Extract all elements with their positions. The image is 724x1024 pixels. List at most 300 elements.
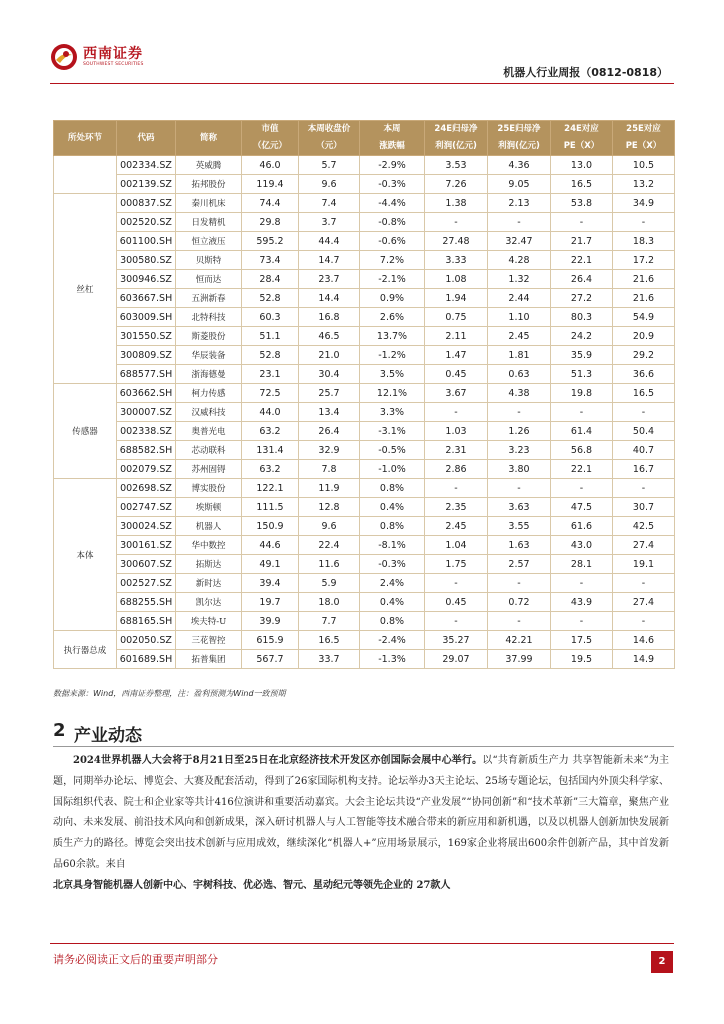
value-cell: 29.8 — [242, 213, 299, 232]
table-row — [54, 194, 675, 213]
value-cell: 30.4 — [299, 365, 360, 384]
table-row — [54, 612, 675, 631]
value-cell: - — [613, 213, 675, 232]
value-cell: 30.7 — [613, 498, 675, 517]
value-cell: 19.5 — [551, 650, 613, 669]
code-cell: 002520.SZ — [117, 213, 176, 232]
column-header-line: 涨跌幅 — [379, 141, 405, 151]
value-cell: 28.4 — [242, 270, 299, 289]
column-header-line: 利润(亿元) — [498, 141, 540, 151]
column-header — [176, 121, 242, 156]
value-cell: - — [551, 213, 613, 232]
value-cell: 74.4 — [242, 194, 299, 213]
value-cell: 27.4 — [613, 593, 675, 612]
column-header-line: 利润(亿元) — [435, 141, 477, 151]
code-cell: 002139.SZ — [117, 175, 176, 194]
value-cell: 43.9 — [551, 593, 613, 612]
table-row — [54, 422, 675, 441]
value-cell: 12.1% — [360, 384, 425, 403]
value-cell: - — [425, 213, 488, 232]
value-cell: 16.8 — [299, 308, 360, 327]
name-cell: 三花智控 — [176, 631, 242, 650]
code-cell: 300809.SZ — [117, 346, 176, 365]
name-cell: 斯菱股份 — [176, 327, 242, 346]
value-cell: 3.80 — [488, 460, 551, 479]
value-cell: -2.1% — [360, 270, 425, 289]
value-cell: -0.3% — [360, 555, 425, 574]
value-cell: 35.9 — [551, 346, 613, 365]
table-row — [54, 574, 675, 593]
code-cell: 002527.SZ — [117, 574, 176, 593]
value-cell: 11.9 — [299, 479, 360, 498]
value-cell: 14.9 — [613, 650, 675, 669]
value-cell: 61.6 — [551, 517, 613, 536]
value-cell: 27.4 — [613, 536, 675, 555]
column-header-line: 简称 — [199, 132, 217, 143]
name-cell: 浙海德曼 — [176, 365, 242, 384]
table-row — [54, 251, 675, 270]
value-cell: -4.4% — [360, 194, 425, 213]
value-cell: - — [551, 574, 613, 593]
value-cell: - — [488, 479, 551, 498]
brand-name-en: SOUTHWEST SECURITIES — [83, 62, 144, 67]
brand-name-cn: 西南证券 — [83, 46, 143, 62]
code-cell: 301550.SZ — [117, 327, 176, 346]
name-cell: 华辰装备 — [176, 346, 242, 365]
value-cell: -0.3% — [360, 175, 425, 194]
footer-divider — [50, 943, 674, 944]
page-number: 2 — [651, 951, 673, 973]
value-cell: 22.1 — [551, 460, 613, 479]
value-cell: 44.6 — [242, 536, 299, 555]
value-cell: 3.7 — [299, 213, 360, 232]
name-cell: 埃斯顿 — [176, 498, 242, 517]
table-row — [54, 308, 675, 327]
value-cell: 122.1 — [242, 479, 299, 498]
value-cell: 72.5 — [242, 384, 299, 403]
value-cell: 46.5 — [299, 327, 360, 346]
value-cell: 12.8 — [299, 498, 360, 517]
value-cell: - — [425, 612, 488, 631]
table-row — [54, 384, 675, 403]
name-cell: 北特科技 — [176, 308, 242, 327]
value-cell: 4.28 — [488, 251, 551, 270]
value-cell: 13.4 — [299, 403, 360, 422]
code-cell: 603662.SH — [117, 384, 176, 403]
value-cell: 22.4 — [299, 536, 360, 555]
brand-mark-icon — [50, 43, 78, 71]
table-header-row — [54, 121, 675, 156]
value-cell: 615.9 — [242, 631, 299, 650]
name-cell: 机器人 — [176, 517, 242, 536]
value-cell: 23.7 — [299, 270, 360, 289]
value-cell: 21.7 — [551, 232, 613, 251]
value-cell: 7.26 — [425, 175, 488, 194]
code-cell: 300580.SZ — [117, 251, 176, 270]
value-cell: 56.8 — [551, 441, 613, 460]
value-cell: 40.7 — [613, 441, 675, 460]
value-cell: 13.0 — [551, 156, 613, 175]
name-cell: 汉威科技 — [176, 403, 242, 422]
column-header-line: （元） — [316, 141, 342, 151]
name-cell: 柯力传感 — [176, 384, 242, 403]
name-cell: 拓邦股份 — [176, 175, 242, 194]
name-cell: 英威腾 — [176, 156, 242, 175]
column-header — [117, 121, 176, 156]
code-cell: 000837.SZ — [117, 194, 176, 213]
name-cell: 凯尔达 — [176, 593, 242, 612]
value-cell: 52.8 — [242, 346, 299, 365]
name-cell: 华中数控 — [176, 536, 242, 555]
column-header — [551, 121, 613, 156]
value-cell: 7.7 — [299, 612, 360, 631]
code-cell: 002698.SZ — [117, 479, 176, 498]
code-cell: 002747.SZ — [117, 498, 176, 517]
table-row — [54, 289, 675, 308]
value-cell: 1.04 — [425, 536, 488, 555]
value-cell: 49.1 — [242, 555, 299, 574]
value-cell: -1.3% — [360, 650, 425, 669]
value-cell: 1.94 — [425, 289, 488, 308]
value-cell: 7.2% — [360, 251, 425, 270]
value-cell: 11.6 — [299, 555, 360, 574]
source-note: 数据来源：Wind，西南证券整理，注：盈利预测为Wind一致预期 — [53, 689, 286, 698]
value-cell: 24.2 — [551, 327, 613, 346]
value-cell: 63.2 — [242, 460, 299, 479]
column-header — [613, 121, 675, 156]
value-cell: 3.55 — [488, 517, 551, 536]
section-number: 2 — [53, 720, 66, 741]
value-cell: -1.0% — [360, 460, 425, 479]
value-cell: 42.21 — [488, 631, 551, 650]
value-cell: 5.9 — [299, 574, 360, 593]
code-cell: 688165.SH — [117, 612, 176, 631]
header-divider — [50, 83, 674, 84]
value-cell: 27.2 — [551, 289, 613, 308]
value-cell: - — [551, 612, 613, 631]
value-cell: -3.1% — [360, 422, 425, 441]
code-cell: 300007.SZ — [117, 403, 176, 422]
value-cell: 111.5 — [242, 498, 299, 517]
value-cell: 61.4 — [551, 422, 613, 441]
value-cell: 150.9 — [242, 517, 299, 536]
value-cell: 0.8% — [360, 612, 425, 631]
value-cell: 1.47 — [425, 346, 488, 365]
value-cell: 35.27 — [425, 631, 488, 650]
segment-cell: 丝杠 — [54, 194, 117, 384]
value-cell: 1.38 — [425, 194, 488, 213]
value-cell: 567.7 — [242, 650, 299, 669]
code-cell: 300161.SZ — [117, 536, 176, 555]
code-cell: 300607.SZ — [117, 555, 176, 574]
value-cell: 28.1 — [551, 555, 613, 574]
value-cell: - — [613, 612, 675, 631]
code-cell: 688255.SH — [117, 593, 176, 612]
value-cell: 53.8 — [551, 194, 613, 213]
name-cell: 新时达 — [176, 574, 242, 593]
value-cell: -0.6% — [360, 232, 425, 251]
value-cell: 2.86 — [425, 460, 488, 479]
segment-cell: 传感器 — [54, 384, 117, 479]
value-cell: 46.0 — [242, 156, 299, 175]
value-cell: 36.6 — [613, 365, 675, 384]
value-cell: 14.7 — [299, 251, 360, 270]
value-cell: 32.47 — [488, 232, 551, 251]
value-cell: 0.9% — [360, 289, 425, 308]
value-cell: -1.2% — [360, 346, 425, 365]
code-cell: 601689.SH — [117, 650, 176, 669]
name-cell: 拓普集团 — [176, 650, 242, 669]
value-cell: 1.75 — [425, 555, 488, 574]
value-cell: 23.1 — [242, 365, 299, 384]
value-cell: 22.1 — [551, 251, 613, 270]
code-cell: 002334.SZ — [117, 156, 176, 175]
column-header — [54, 121, 117, 156]
value-cell: 16.5 — [551, 175, 613, 194]
value-cell: 73.4 — [242, 251, 299, 270]
column-header-line: 代码 — [137, 132, 155, 143]
value-cell: 3.33 — [425, 251, 488, 270]
name-cell: 五洲新春 — [176, 289, 242, 308]
stock-table — [53, 120, 675, 669]
value-cell: 0.4% — [360, 593, 425, 612]
value-cell: 25.7 — [299, 384, 360, 403]
value-cell: 17.5 — [551, 631, 613, 650]
code-cell: 002079.SZ — [117, 460, 176, 479]
value-cell: 3.67 — [425, 384, 488, 403]
value-cell: 17.2 — [613, 251, 675, 270]
value-cell: 60.3 — [242, 308, 299, 327]
value-cell: - — [425, 574, 488, 593]
column-header-line: 市值 — [261, 124, 279, 134]
value-cell: 52.8 — [242, 289, 299, 308]
value-cell: 32.9 — [299, 441, 360, 460]
value-cell: 50.4 — [613, 422, 675, 441]
value-cell: 2.13 — [488, 194, 551, 213]
table-row — [54, 555, 675, 574]
name-cell: 奥普光电 — [176, 422, 242, 441]
code-cell: 300946.SZ — [117, 270, 176, 289]
value-cell: 2.44 — [488, 289, 551, 308]
column-header — [299, 121, 360, 156]
value-cell: 119.4 — [242, 175, 299, 194]
value-cell: 18.3 — [613, 232, 675, 251]
value-cell: 37.99 — [488, 650, 551, 669]
column-header-line: 24E对应 — [564, 124, 599, 134]
value-cell: -2.9% — [360, 156, 425, 175]
value-cell: - — [551, 403, 613, 422]
value-cell: 0.75 — [425, 308, 488, 327]
column-header-line: 本周 — [383, 124, 401, 134]
value-cell: 1.81 — [488, 346, 551, 365]
value-cell: 2.45 — [425, 517, 488, 536]
column-header-line: 所处环节 — [67, 132, 102, 143]
body-paragraph — [53, 751, 669, 876]
table-row — [54, 631, 675, 650]
value-cell: 21.6 — [613, 289, 675, 308]
name-cell: 苏州固锝 — [176, 460, 242, 479]
paragraph-lead: 2024世界机器人大会将于8月21日至25日在北京经济技术开发区亦创国际会展中心举行。 — [73, 755, 483, 766]
value-cell: 1.26 — [488, 422, 551, 441]
table-row — [54, 365, 675, 384]
value-cell: 43.0 — [551, 536, 613, 555]
code-cell: 688582.SH — [117, 441, 176, 460]
column-header-line: 24E归母净 — [434, 124, 478, 134]
value-cell: 131.4 — [242, 441, 299, 460]
column-header — [360, 121, 425, 156]
value-cell: -2.4% — [360, 631, 425, 650]
report-title: 机器人行业周报（0812-0818） — [503, 66, 668, 79]
value-cell: 4.38 — [488, 384, 551, 403]
paragraph-body: 以“共育新质生产力 共享智能新未来”为主题，同期举办论坛、博览会、大赛及配套活动，得到了26家国际机构支持。论坛举办3天主论坛、25场专题论坛，包括国内外顶尖科学家、国际组织代表、院士和企业家等共计416位演讲和重要活动嘉宾。大会主论坛共设“产业发展”“协同创新”和“技术革新”三大篇章，聚焦产业动向、未来发展、前沿技术风向和创新成果，深入研讨机器人与人工智能等技术融合带来的新应用和新机遇，以及以机器人创新加快发展新质生产力的路径。博览会突出技术创新与应用成效，继续深化“机器人+”应用场景展示，169家企业将展出600余件创新产品，其中首发新品60余款。来自 — [53, 755, 670, 870]
value-cell: 80.3 — [551, 308, 613, 327]
value-cell: 29.2 — [613, 346, 675, 365]
value-cell: 3.53 — [425, 156, 488, 175]
column-header — [425, 121, 488, 156]
value-cell: 7.4 — [299, 194, 360, 213]
value-cell: -0.5% — [360, 441, 425, 460]
code-cell: 601100.SH — [117, 232, 176, 251]
table-row — [54, 346, 675, 365]
table-row — [54, 593, 675, 612]
table-row — [54, 498, 675, 517]
table-row — [54, 327, 675, 346]
value-cell: 20.9 — [613, 327, 675, 346]
value-cell: 18.0 — [299, 593, 360, 612]
value-cell: 21.6 — [613, 270, 675, 289]
value-cell: 5.7 — [299, 156, 360, 175]
value-cell: 2.35 — [425, 498, 488, 517]
value-cell: 1.32 — [488, 270, 551, 289]
name-cell: 贝斯特 — [176, 251, 242, 270]
value-cell: 0.72 — [488, 593, 551, 612]
value-cell: 0.63 — [488, 365, 551, 384]
value-cell: 1.03 — [425, 422, 488, 441]
column-header — [488, 121, 551, 156]
column-header-line: 本周收盘价 — [307, 124, 351, 134]
value-cell: 1.08 — [425, 270, 488, 289]
value-cell: 13.7% — [360, 327, 425, 346]
code-cell: 688577.SH — [117, 365, 176, 384]
table-row — [54, 536, 675, 555]
code-cell: 002050.SZ — [117, 631, 176, 650]
value-cell: 595.2 — [242, 232, 299, 251]
value-cell: 7.8 — [299, 460, 360, 479]
value-cell: 0.8% — [360, 479, 425, 498]
value-cell: 14.6 — [613, 631, 675, 650]
name-cell: 拓斯达 — [176, 555, 242, 574]
value-cell: 2.45 — [488, 327, 551, 346]
table-row — [54, 232, 675, 251]
name-cell: 埃夫特-U — [176, 612, 242, 631]
value-cell: 27.48 — [425, 232, 488, 251]
value-cell: 14.4 — [299, 289, 360, 308]
value-cell: 1.63 — [488, 536, 551, 555]
value-cell: 63.2 — [242, 422, 299, 441]
column-header-line: 25E对应 — [626, 124, 661, 134]
column-header-line: 25E归母净 — [497, 124, 541, 134]
value-cell: 9.05 — [488, 175, 551, 194]
column-header — [242, 121, 299, 156]
segment-cell: 执行器总成 — [54, 631, 117, 669]
value-cell: 19.1 — [613, 555, 675, 574]
value-cell: 34.9 — [613, 194, 675, 213]
value-cell: 2.4% — [360, 574, 425, 593]
name-cell: 恒立液压 — [176, 232, 242, 251]
value-cell: 3.23 — [488, 441, 551, 460]
table-row — [54, 517, 675, 536]
value-cell: - — [488, 612, 551, 631]
value-cell: - — [425, 479, 488, 498]
value-cell: 19.8 — [551, 384, 613, 403]
value-cell: 33.7 — [299, 650, 360, 669]
value-cell: 10.5 — [613, 156, 675, 175]
name-cell: 芯动联科 — [176, 441, 242, 460]
value-cell: - — [613, 574, 675, 593]
value-cell: 21.0 — [299, 346, 360, 365]
value-cell: 2.57 — [488, 555, 551, 574]
disclaimer-note: 请务必阅读正文后的重要声明部分 — [53, 953, 218, 966]
table-row — [54, 650, 675, 669]
segment-cell — [54, 156, 117, 194]
value-cell: 16.7 — [613, 460, 675, 479]
value-cell: - — [613, 403, 675, 422]
column-header-line: PE（X） — [563, 141, 600, 151]
value-cell: 44.4 — [299, 232, 360, 251]
value-cell: -8.1% — [360, 536, 425, 555]
table-row — [54, 213, 675, 232]
brand-logo — [50, 40, 144, 74]
value-cell: 9.6 — [299, 517, 360, 536]
paragraph-last-line: 北京具身智能机器人创新中心、宇树科技、优必选、智元、星动纪元等领先企业的 27款人 — [53, 880, 451, 891]
code-cell: 603009.SH — [117, 308, 176, 327]
value-cell: 26.4 — [299, 422, 360, 441]
column-header-line: PE（X） — [625, 141, 662, 151]
value-cell: 16.5 — [299, 631, 360, 650]
value-cell: 51.3 — [551, 365, 613, 384]
table-row — [54, 175, 675, 194]
value-cell: 39.9 — [242, 612, 299, 631]
section-divider — [53, 746, 674, 747]
name-cell: 恒而达 — [176, 270, 242, 289]
value-cell: 29.07 — [425, 650, 488, 669]
value-cell: 9.6 — [299, 175, 360, 194]
value-cell: - — [488, 403, 551, 422]
value-cell: 4.36 — [488, 156, 551, 175]
value-cell: 39.4 — [242, 574, 299, 593]
table-row — [54, 270, 675, 289]
name-cell: 秦川机床 — [176, 194, 242, 213]
value-cell: 1.10 — [488, 308, 551, 327]
value-cell: 51.1 — [242, 327, 299, 346]
table-row — [54, 460, 675, 479]
value-cell: 19.7 — [242, 593, 299, 612]
value-cell: 2.6% — [360, 308, 425, 327]
table-row — [54, 441, 675, 460]
value-cell: 42.5 — [613, 517, 675, 536]
value-cell: - — [551, 479, 613, 498]
value-cell: - — [613, 479, 675, 498]
code-cell: 300024.SZ — [117, 517, 176, 536]
name-cell: 日发精机 — [176, 213, 242, 232]
value-cell: 0.45 — [425, 365, 488, 384]
table-row — [54, 479, 675, 498]
value-cell: 47.5 — [551, 498, 613, 517]
table-row — [54, 403, 675, 422]
code-cell: 002338.SZ — [117, 422, 176, 441]
value-cell: 0.8% — [360, 517, 425, 536]
value-cell: 2.31 — [425, 441, 488, 460]
